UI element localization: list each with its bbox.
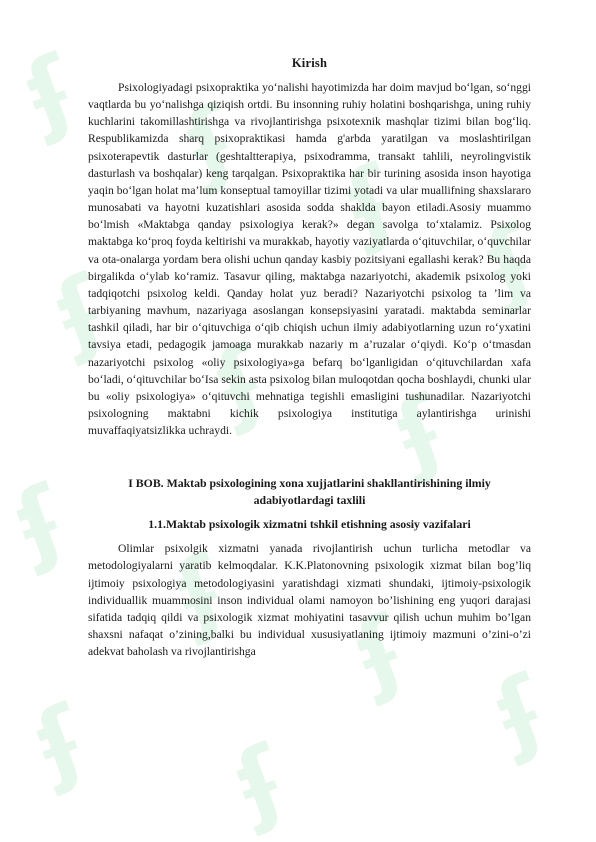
watermark-logo-icon: ʄ bbox=[343, 596, 416, 709]
watermark-logo-icon: ʄ bbox=[483, 656, 556, 769]
watermark-logo-icon: ʄ bbox=[333, 146, 406, 259]
watermark-logo-icon: ʄ bbox=[223, 726, 296, 839]
page-title: Kirish bbox=[291, 56, 328, 70]
watermark-logo-icon: ʄ bbox=[163, 536, 236, 649]
section-paragraph: Olimlar psixolgik xizmatni yanada rivojlantirish uchun turlicha metodlar va metodologiyalarni yaratib kelmoqdalar. K.K.Platonovning psixologik xizmat bilan bog’liq ijtimoiy psixologiya metodologiyasini yaratishdagi xizmati shundaki, ijtimoiy-psixologik individuallik muammosini inson individual olami namoyon bo’lishining eng yuqori darajasi sifatida tadqiq qildi va psixologik xizmat mohiyatini tasavvur qilish uchun muhim bo’lgan shaxsni nafaqat o’zining,balki bu individual xususiyatlaning ijtimoiy mazmuni o’zini-o’zi adekvat baholash va rivojlantirishga bbox=[88, 542, 531, 659]
watermark-logo-icon: ʄ bbox=[173, 86, 246, 199]
chapter-heading: I BOB. Maktab psixologining xona xujjatlarini shakllantirishining ilmiy adabiyotlardagi taxlili bbox=[128, 476, 491, 508]
section-heading: 1.1.Maktab psixologik xizmatni tshkil etishning asosiy vazifalari bbox=[148, 517, 471, 532]
watermark-logo-icon: ʄ bbox=[13, 36, 86, 149]
document-page bbox=[88, 56, 531, 660]
watermark-logo-icon: ʄ bbox=[383, 376, 456, 489]
section-spacer bbox=[88, 439, 531, 475]
watermark-logo-icon: ʄ bbox=[203, 326, 276, 439]
watermark-logo-icon: ʄ bbox=[473, 206, 546, 319]
intro-paragraph: Psixologiyadagi psixopraktika yo‘nalishi hayotimizda har doim mavjud bo‘lgan, so‘nggi vaqtlarda bu yo‘nalishga qiziqish ortdi. Bu insonning ruhiy holatini boshqarishga, uning ruhiy kuchlarini takomillashtirishga va rivojlantirishga psixotexnik mashqlar tizimi bilan bog‘liq. Respublikamizda sharq psixopraktikasi hamda g'arbda yaratilgan va moslashtirilgan psixoterapevtik dasturlar (geshtaltterapiya, psixodramma, transakt tahlili, neyrolingvistik dasturlash va boshqalar) keng tarqalgan. Psixopraktika har bir turining asosida inson hayotiga yaqin bo‘lgan holat ma’lum konseptual tamoyillar tizimi yotadi va ular muallifning shaxslararo munosabati va hayotni kuzatishlari asosida sodda shaklda bayon etiladi.Asosiy muammo bo‘lmish «Maktabga qanday psixologiya kerak?» degan savolga to‘xtalamiz. Psixolog maktabga ko‘proq foyda keltirishi va murakkab, hayotiy vaziyatlarda o‘qituvchilar, o‘quvchilar va ota-onalarga yordam bera olishi uchun qanday kasbiy pozitsiyani egallashi kerak? Bu haqda birgalikda o‘ylab ko‘ramiz. Tasavur qiling, maktabga nazariyotchi, akademik psixolog yoki tadqiqotchi psixolog keldi. Qanday holat yuz beradi? Nazariyotchi psixolog ta ’lim va tarbiyaning mavhum, nazariyaga asoslangan konsepsiyasini yaratadi. maktabda seminarlar tashkil qiladi, har bir o‘qituvchiga o‘qib chiqish uchun ilmiy adabiyotlarning uzun ro‘yxatini tavsiya etadi, pedagogik jamoaga murakkab nazariy m a’ruzalar o‘qiydi. Ko‘p o‘tmasdan nazariyotchi psixolog «oliy psixologiya»ga befarq bo‘lganligidan o‘qituvchilardan xafa bo‘ladi, o‘qituvchilar bo‘Isa sekin asta psixolog bilan muloqotdan qocha boshlaydi, chunki ular bu «oliy psixologiya» o‘qituvchi mehnatiga tegishli emasligini tushunadilar. Nazariyotchi psixologning maktabni kichik psixologiya institutiga aylantirishga urinishi muvaffaqiyatsizlikka uchraydi. bbox=[88, 81, 531, 438]
watermark-logo-icon: ʄ bbox=[23, 686, 96, 799]
watermark-logo-icon: ʄ bbox=[43, 256, 116, 369]
watermark-logo-icon: ʄ bbox=[3, 466, 76, 579]
